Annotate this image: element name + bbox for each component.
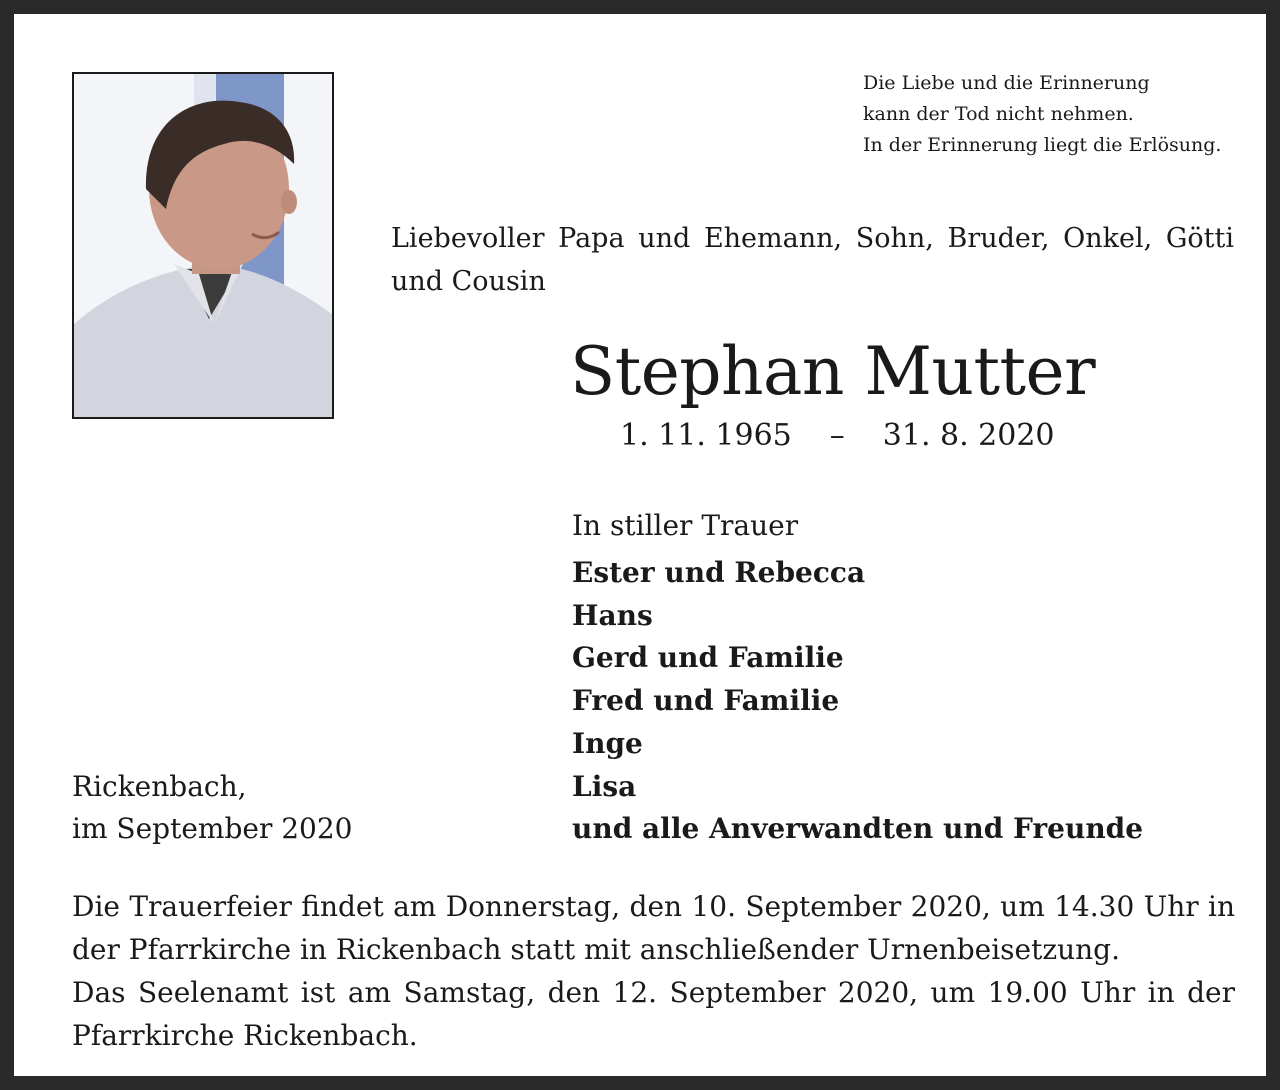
life-dates xyxy=(620,416,1055,456)
mourner-item: Lisa xyxy=(572,769,637,803)
portrait-photo xyxy=(72,72,334,419)
place-line: Rickenbach, xyxy=(72,770,247,803)
place-and-date xyxy=(72,766,353,850)
mourner-item: Gerd und Familie xyxy=(572,641,844,675)
obituary-notice xyxy=(14,14,1266,1076)
motto-quote xyxy=(863,68,1221,161)
mourner-item: Inge xyxy=(572,726,643,760)
mourners-list xyxy=(572,552,1143,851)
date-separator: – xyxy=(829,418,845,453)
mourner-item: Fred und Familie xyxy=(572,684,840,718)
mourner-item: Hans xyxy=(572,598,653,632)
service-info xyxy=(72,885,1235,1057)
family-roles-text: Liebevoller Papa und Ehemann, Sohn, Bruder, Onkel, Götti und Cousin xyxy=(391,223,1234,297)
date-line: im September 2020 xyxy=(72,812,353,845)
birth-date: 1. 11. 1965 xyxy=(620,418,792,453)
deceased-name: Stephan Mutter xyxy=(570,333,1096,410)
death-date: 31. 8. 2020 xyxy=(882,418,1055,453)
funeral-service-paragraph: Die Trauerfeier findet am Donnerstag, den 10. September 2020, um 14.30 Uhr in der Pfarrkirche in Rickenbach statt mit anschließender Urnenbeisetzung. xyxy=(72,890,1235,966)
memorial-mass-paragraph: Das Seelenamt ist am Samstag, den 12. September 2020, um 19.00 Uhr in der Pfarrkirche Rickenbach. xyxy=(72,976,1235,1052)
portrait-illustration xyxy=(74,74,332,417)
mourner-item: und alle Anverwandten und Freunde xyxy=(572,812,1144,846)
motto-line: Die Liebe und die Erinnerung xyxy=(863,72,1150,94)
mourning-intro: In stiller Trauer xyxy=(572,509,799,542)
mourner-item: Ester und Rebecca xyxy=(572,556,866,589)
motto-line: kann der Tod nicht nehmen. xyxy=(863,103,1134,125)
motto-line: In der Erinnerung liegt die Erlösung. xyxy=(863,134,1222,156)
